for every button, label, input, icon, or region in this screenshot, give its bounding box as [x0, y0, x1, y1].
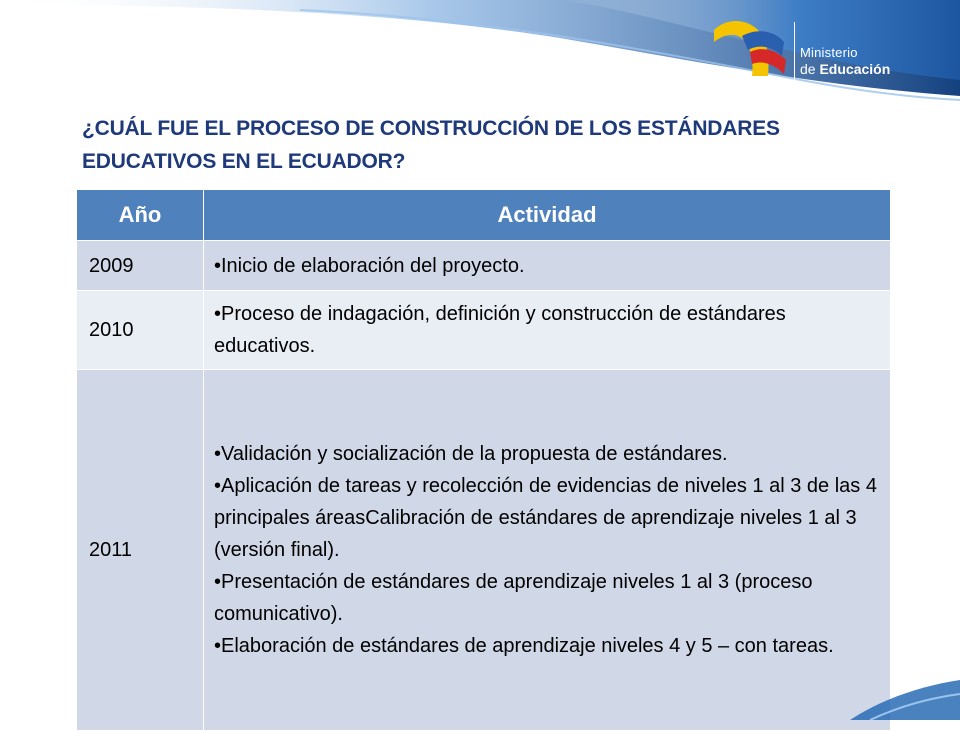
activity-item: •Aplicación de tareas y recolección de evidencias de niveles 1 al 3 de las 4 principales áreasCalibración de estándares de aprendizaje niveles 1 al 3 (versión final). — [214, 475, 877, 561]
activity-cell — [204, 241, 891, 291]
table-header-row — [77, 190, 891, 241]
slide-title: ¿CUÁL FUE EL PROCESO DE CONSTRUCCIÓN DE LOS ESTÁNDARES EDUCATIVOS EN EL ECUADOR? — [82, 117, 780, 173]
logo-divider — [794, 22, 795, 82]
logo-text-educacion — [800, 61, 890, 77]
activity-item: •Presentación de estándares de aprendizaje niveles 1 al 3 (proceso comunicativo). — [214, 571, 813, 625]
ecuador-flag-emblem-icon — [712, 16, 794, 86]
activity-cell — [204, 370, 891, 731]
table-row — [77, 370, 891, 731]
year-cell: 2011 — [77, 370, 204, 731]
logo-text-prefix: de — [800, 61, 820, 77]
standards-timeline-table — [76, 189, 891, 731]
year-cell: 2009 — [77, 241, 204, 291]
logo-text-ministerio: Ministerio — [800, 45, 858, 60]
table-row — [77, 291, 891, 370]
ministerio-logo — [712, 16, 902, 90]
column-header-year: Año — [77, 190, 204, 241]
column-header-activity: Actividad — [204, 190, 891, 241]
activity-cell — [204, 291, 891, 370]
activity-item: •Elaboración de estándares de aprendizaje niveles 4 y 5 – con tareas. — [214, 635, 834, 657]
year-cell: 2010 — [77, 291, 204, 370]
activity-item: •Proceso de indagación, definición y construcción de estándares educativos. — [214, 303, 786, 357]
activity-item: •Inicio de elaboración del proyecto. — [214, 254, 525, 277]
table-row — [77, 241, 891, 291]
footer-corner-wave — [850, 660, 960, 720]
logo-text-bold: Educación — [819, 61, 891, 77]
activity-item: •Validación y socialización de la propuesta de estándares. — [214, 443, 728, 465]
